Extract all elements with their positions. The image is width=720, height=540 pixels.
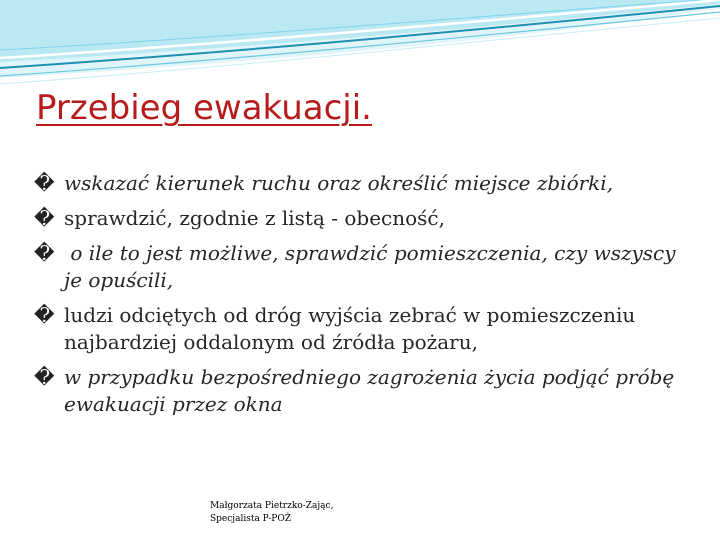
footer-credit [210,500,333,526]
bullet-marker-icon: � [34,241,55,265]
list-item [34,302,694,356]
bullet-text: w przypadku bezpośredniego zagrożenia życia podjąć próbę ewakuacji przez okna [64,365,675,416]
header-wave-decoration [0,0,720,90]
list-item [34,240,694,294]
footer-role: Specjalista P-POŻ [210,514,291,524]
bullet-text: sprawdzić, zgodnie z listą - obecność, [64,206,445,230]
bullet-marker-icon: � [34,171,55,195]
bullet-text: ludzi odciętych od dróg wyjścia zebrać w pomieszczeniu najbardziej oddalonym od źródła pożaru, [64,303,636,354]
bullet-list [34,170,694,426]
list-item [34,170,694,197]
bullet-text: wskazać kierunek ruchu oraz określić miejsce zbiórki, [64,171,614,195]
bullet-marker-icon: � [34,303,55,327]
slide-title: Przebieg ewakuacji. [36,88,372,128]
list-item [34,364,694,418]
bullet-text: o ile to jest możliwe, sprawdzić pomieszczenia, czy wszyscy je opuścili, [64,241,676,292]
bullet-marker-icon: � [34,365,55,389]
list-item [34,205,694,232]
bullet-marker-icon: � [34,206,55,230]
footer-author: Małgorzata Pietrzko-Zając, [210,501,334,511]
